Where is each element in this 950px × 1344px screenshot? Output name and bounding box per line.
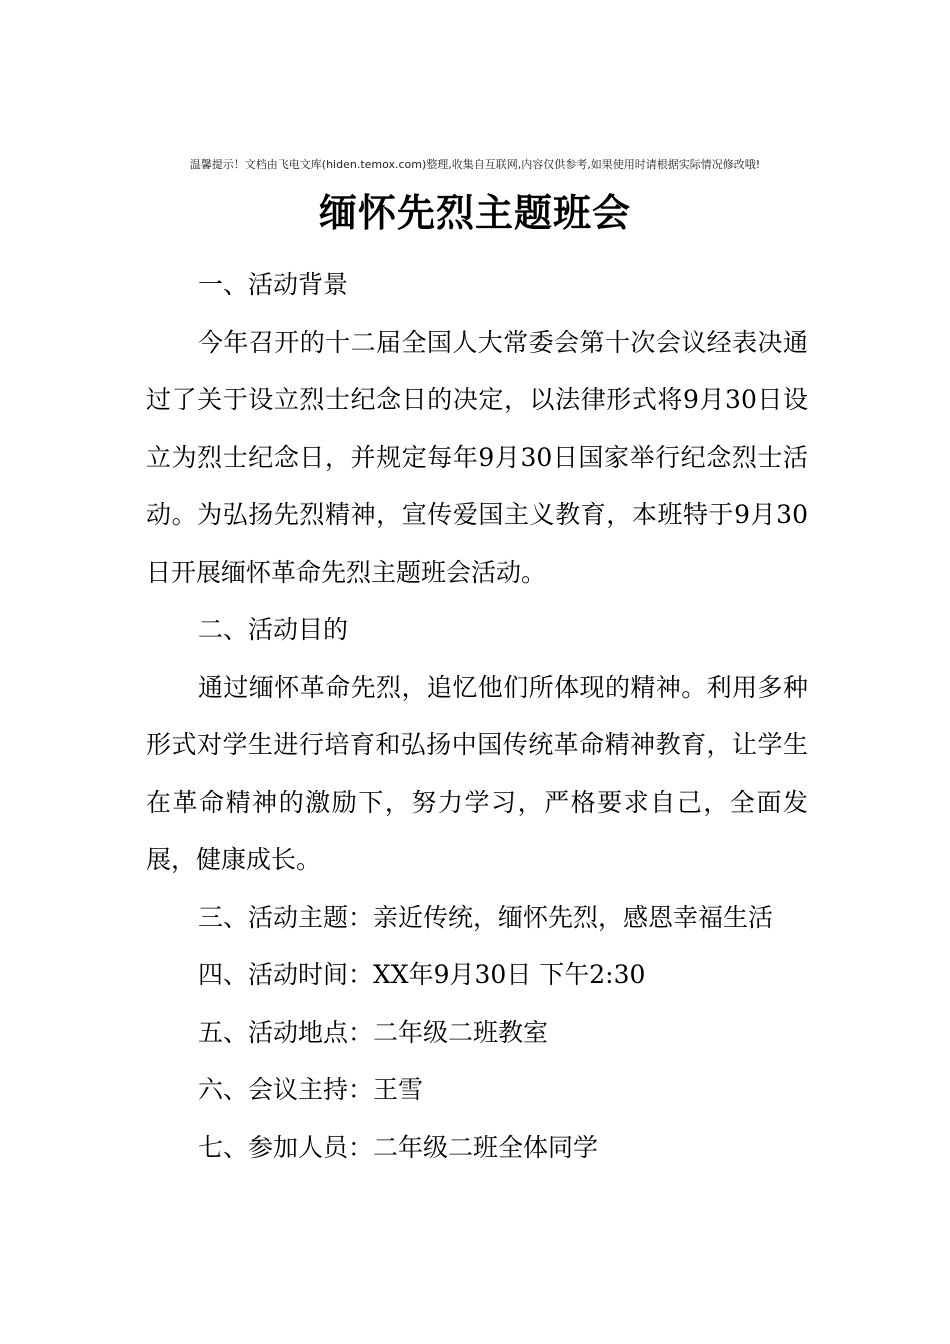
section-heading-background: 一、活动背景: [198, 270, 349, 299]
item-location: 五、活动地点：二年级二班教室: [198, 1017, 549, 1047]
section-paragraph-purpose: 通过缅怀革命先烈，追忆他们所体现的精神。利用多种形式对学生进行培育和弘扬中国传统革命精神教育，让学生在革命精神的激励下，努力学习，严格要求自己，全面发展，健康成长。: [146, 672, 808, 874]
header-notice: 温馨提示！文档由飞电文库(hiden.temox.com)整理,收集自互联网,内容仅供参考,如果使用时请根据实际情况修改哦!: [189, 158, 761, 171]
section-heading-purpose: 二、活动目的: [198, 615, 349, 644]
section-paragraph-background: 今年召开的十二届全国人大常委会第十次会议经表决通过了关于设立烈士纪念日的决定，以法律形式将9月30日设立为烈士纪念日，并规定每年9月30日国家举行纪念烈士活动。为弘扬先烈精神，宣传爱国主义教育，本班特于9月30日开展缅怀革命先烈主题班会活动。: [146, 327, 808, 587]
item-time: 四、活动时间：XX年9月30日 下午2:30: [198, 960, 646, 989]
document-body: [146, 256, 808, 1176]
item-participants: 七、参加人员：二年级二班全体同学: [198, 1132, 599, 1162]
document-title: 缅怀先烈主题班会: [318, 191, 631, 235]
item-theme: 三、活动主题：亲近传统，缅怀先烈，感恩幸福生活: [198, 902, 774, 932]
item-host: 六、会议主持：王雪: [198, 1075, 424, 1104]
